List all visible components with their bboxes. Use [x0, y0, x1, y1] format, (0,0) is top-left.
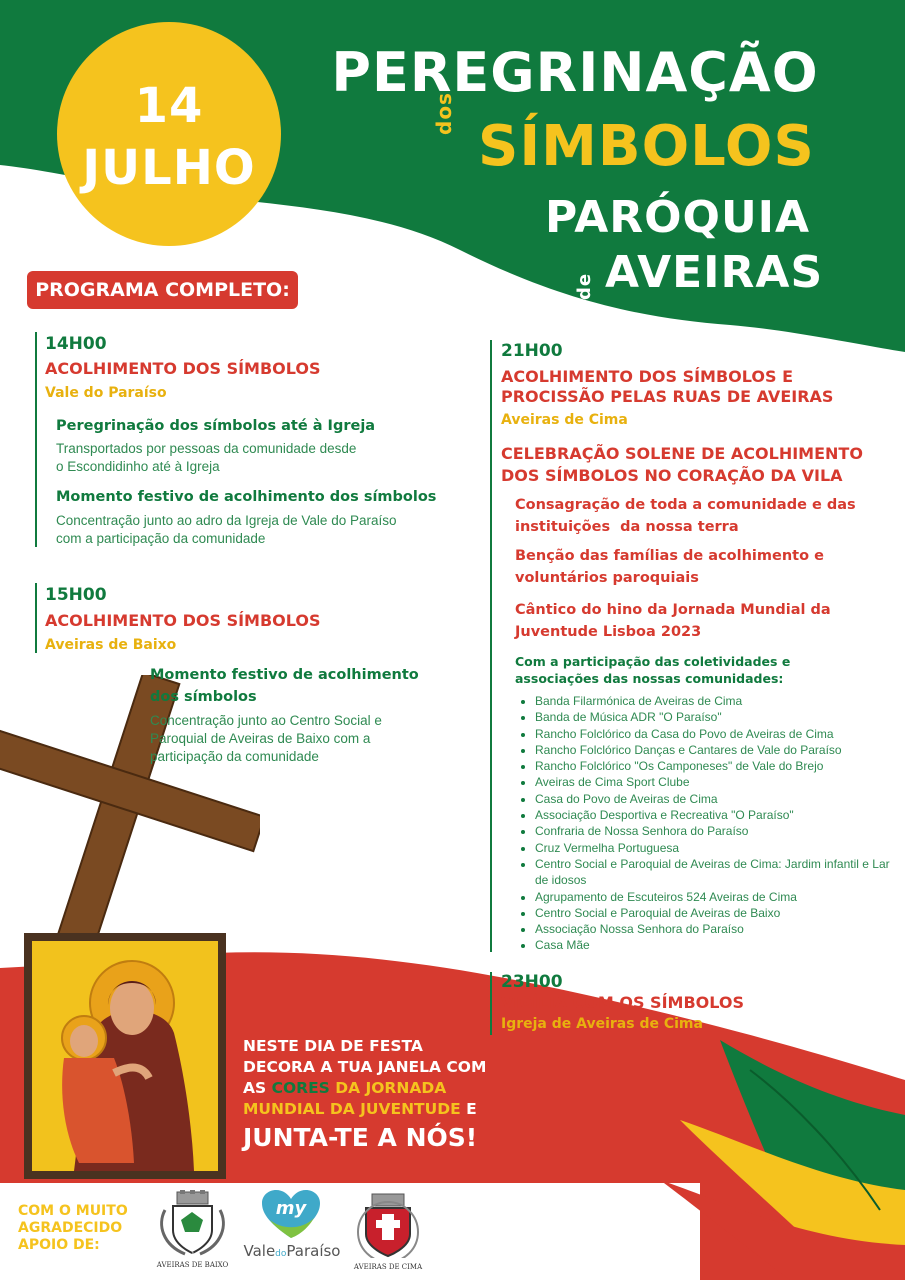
- event2-title: ACOLHIMENTO DOS SÍMBOLOS: [45, 611, 321, 630]
- callout-cores: CORES: [271, 1079, 330, 1097]
- event1-title: ACOLHIMENTO DOS SÍMBOLOS: [45, 359, 321, 378]
- participant-item: • Banda Filarmónica de Aveiras de Cima: [535, 693, 890, 709]
- event3-sub2a: Benção das famílias de acolhimento e: [515, 548, 824, 564]
- event3-title3a: CELEBRAÇÃO SOLENE DE ACOLHIMENTO: [501, 444, 863, 463]
- logo2-my: my: [275, 1198, 307, 1219]
- event3-time: 21H00: [501, 341, 563, 361]
- event3-sub1a: Consagração de toda a comunidade e das: [515, 497, 856, 513]
- logo-aveiras-de-baixo: [155, 1190, 230, 1268]
- participant-item: • Confraria de Nossa Senhora do Paraíso: [535, 823, 890, 839]
- event1-location: Vale do Paraíso: [45, 385, 167, 401]
- callout-e: E: [466, 1100, 477, 1118]
- callout-mundial: MUNDIAL DA JUVENTUDE: [243, 1100, 461, 1118]
- participant-item: • Rancho Folclórico da Casa do Povo de Aveiras de Cima: [535, 726, 890, 742]
- event4-bar: [490, 972, 492, 1035]
- event1-sub2-desc1: Concentração junto ao adro da Igreja de Vale do Paraíso: [56, 513, 397, 528]
- participant-item: • Rancho Folclórico "Os Camponeses" de Vale do Brejo: [535, 758, 890, 774]
- logo-aveiras-de-cima: [352, 1192, 424, 1270]
- logo2-do: do: [275, 1249, 287, 1259]
- event1-sub1-title: Peregrinação dos símbolos até à Igreja: [56, 418, 376, 434]
- event3-sub1b: instituições da nossa terra: [515, 519, 739, 535]
- event2-time: 15H00: [45, 585, 107, 605]
- flag-banner: [600, 1030, 905, 1280]
- title-peregrinacao: PEREGRINAÇÃO: [331, 41, 819, 104]
- event3-sub3b: Juventude Lisboa 2023: [515, 624, 702, 640]
- title-simbolos: SÍMBOLOS: [478, 114, 815, 179]
- coat-of-arms-icon: [352, 1192, 424, 1258]
- event2-sub1-title1: Momento festivo de acolhimento: [150, 667, 419, 683]
- event4-title: VIGÍLIA COM OS SÍMBOLOS: [501, 993, 744, 1012]
- callout-line4: [243, 1099, 486, 1120]
- event1-time: 14H00: [45, 334, 107, 354]
- participant-item: • Casa do Povo de Aveiras de Cima: [535, 791, 890, 807]
- participant-item: • Banda de Música ADR "O Paraíso": [535, 709, 890, 725]
- event1-bar: [35, 332, 37, 547]
- callout-text: [243, 1036, 486, 1156]
- event4-location: Igreja de Aveiras de Cima: [501, 1016, 703, 1032]
- event1-sub1-desc1: Transportados por pessoas da comunidade desde: [56, 441, 357, 456]
- support-line3: APOIO DE:: [18, 1237, 100, 1253]
- logo2-paraiso: Paraíso: [286, 1242, 341, 1260]
- event3-participation1: Com a participação das coletividades e: [515, 654, 791, 669]
- event3-title3b: DOS SÍMBOLOS NO CORAÇÃO DA VILA: [501, 466, 843, 485]
- participants-list: [515, 693, 890, 954]
- participant-item: • Agrupamento de Escuteiros 524 Aveiras de Cima: [535, 889, 890, 905]
- logo1-label: AVEIRAS DE BAIXO: [156, 1261, 229, 1269]
- event2-sub1-desc3: participação da comunidade: [150, 749, 319, 764]
- event2-sub1-desc1: Concentração junto ao Centro Social e: [150, 713, 382, 728]
- callout-line2: DECORA A TUA JANELA COM: [243, 1058, 487, 1076]
- callout-line1: NESTE DIA DE FESTA: [243, 1037, 423, 1055]
- logo3-label: AVEIRAS DE CIMA: [353, 1263, 423, 1271]
- logo2-label: [237, 1242, 347, 1260]
- event3-title1: ACOLHIMENTO DOS SÍMBOLOS E: [501, 367, 794, 386]
- callout-as: AS: [243, 1079, 267, 1097]
- title-dos: dos: [432, 92, 456, 135]
- participant-item: • Cruz Vermelha Portuguesa: [535, 840, 890, 856]
- support-text: [18, 1203, 128, 1254]
- event1-sub1-desc2: o Escondidinho até à Igreja: [56, 459, 220, 474]
- participant-item: • Centro Social e Paroquial de Aveiras de Baixo: [535, 905, 890, 921]
- event1-sub2-desc2: com a participação da comunidade: [56, 531, 266, 546]
- event3-sub3a: Cântico do hino da Jornada Mundial da: [515, 602, 831, 618]
- icon-painting: [24, 933, 226, 1179]
- callout-line3: [243, 1078, 486, 1099]
- date-month: JULHO: [82, 140, 256, 196]
- logo2-vale: Vale: [243, 1242, 276, 1260]
- participant-item: • Associação Nossa Senhora do Paraíso: [535, 921, 890, 937]
- event3-sub2b: voluntários paroquiais: [515, 570, 699, 586]
- participant-item: • Aveiras de Cima Sport Clube: [535, 774, 890, 790]
- event1-sub2-title: Momento festivo de acolhimento dos símbolos: [56, 489, 437, 505]
- event3-title2: PROCISSÃO PELAS RUAS DE AVEIRAS: [501, 387, 834, 406]
- callout-line5: JUNTA-TE A NÓS!: [243, 1123, 478, 1152]
- event2-bar: [35, 583, 37, 653]
- programa-label: PROGRAMA COMPLETO:: [27, 271, 298, 309]
- date-day: 14: [134, 78, 204, 134]
- event4-time: 23H00: [501, 972, 563, 992]
- callout-da-jornada: DA JORNADA: [335, 1079, 447, 1097]
- event3-location: Aveiras de Cima: [501, 412, 628, 428]
- heart-icon: [262, 1190, 320, 1240]
- date-circle: [57, 22, 281, 246]
- participant-item: • Associação Desportiva e Recreativa "O Paraíso": [535, 807, 890, 823]
- title-aveiras: AVEIRAS: [605, 247, 824, 298]
- event3-participation2: associações das nossas comunidades:: [515, 671, 784, 686]
- event3-bar: [490, 340, 492, 952]
- participant-item: • Casa Mãe: [535, 937, 890, 953]
- support-line2: AGRADECIDO: [18, 1220, 123, 1236]
- support-line1: COM O MUITO: [18, 1203, 128, 1219]
- coat-of-arms-icon: [155, 1190, 230, 1256]
- title-de: de: [574, 272, 595, 300]
- event2-sub1-desc2: Paroquial de Aveiras de Baixo com a: [150, 731, 371, 746]
- title-paroquia: PARÓQUIA: [545, 192, 811, 243]
- event2-sub1-title2: dos símbolos: [150, 689, 257, 705]
- participant-item: • Rancho Folclórico Danças e Cantares de Vale do Paraíso: [535, 742, 890, 758]
- event2-location: Aveiras de Baixo: [45, 637, 177, 653]
- logo-vale-do-paraiso: [237, 1190, 347, 1275]
- participant-item: • Centro Social e Paroquial de Aveiras de Cima: Jardim infantil e Lar de idosos: [535, 856, 890, 889]
